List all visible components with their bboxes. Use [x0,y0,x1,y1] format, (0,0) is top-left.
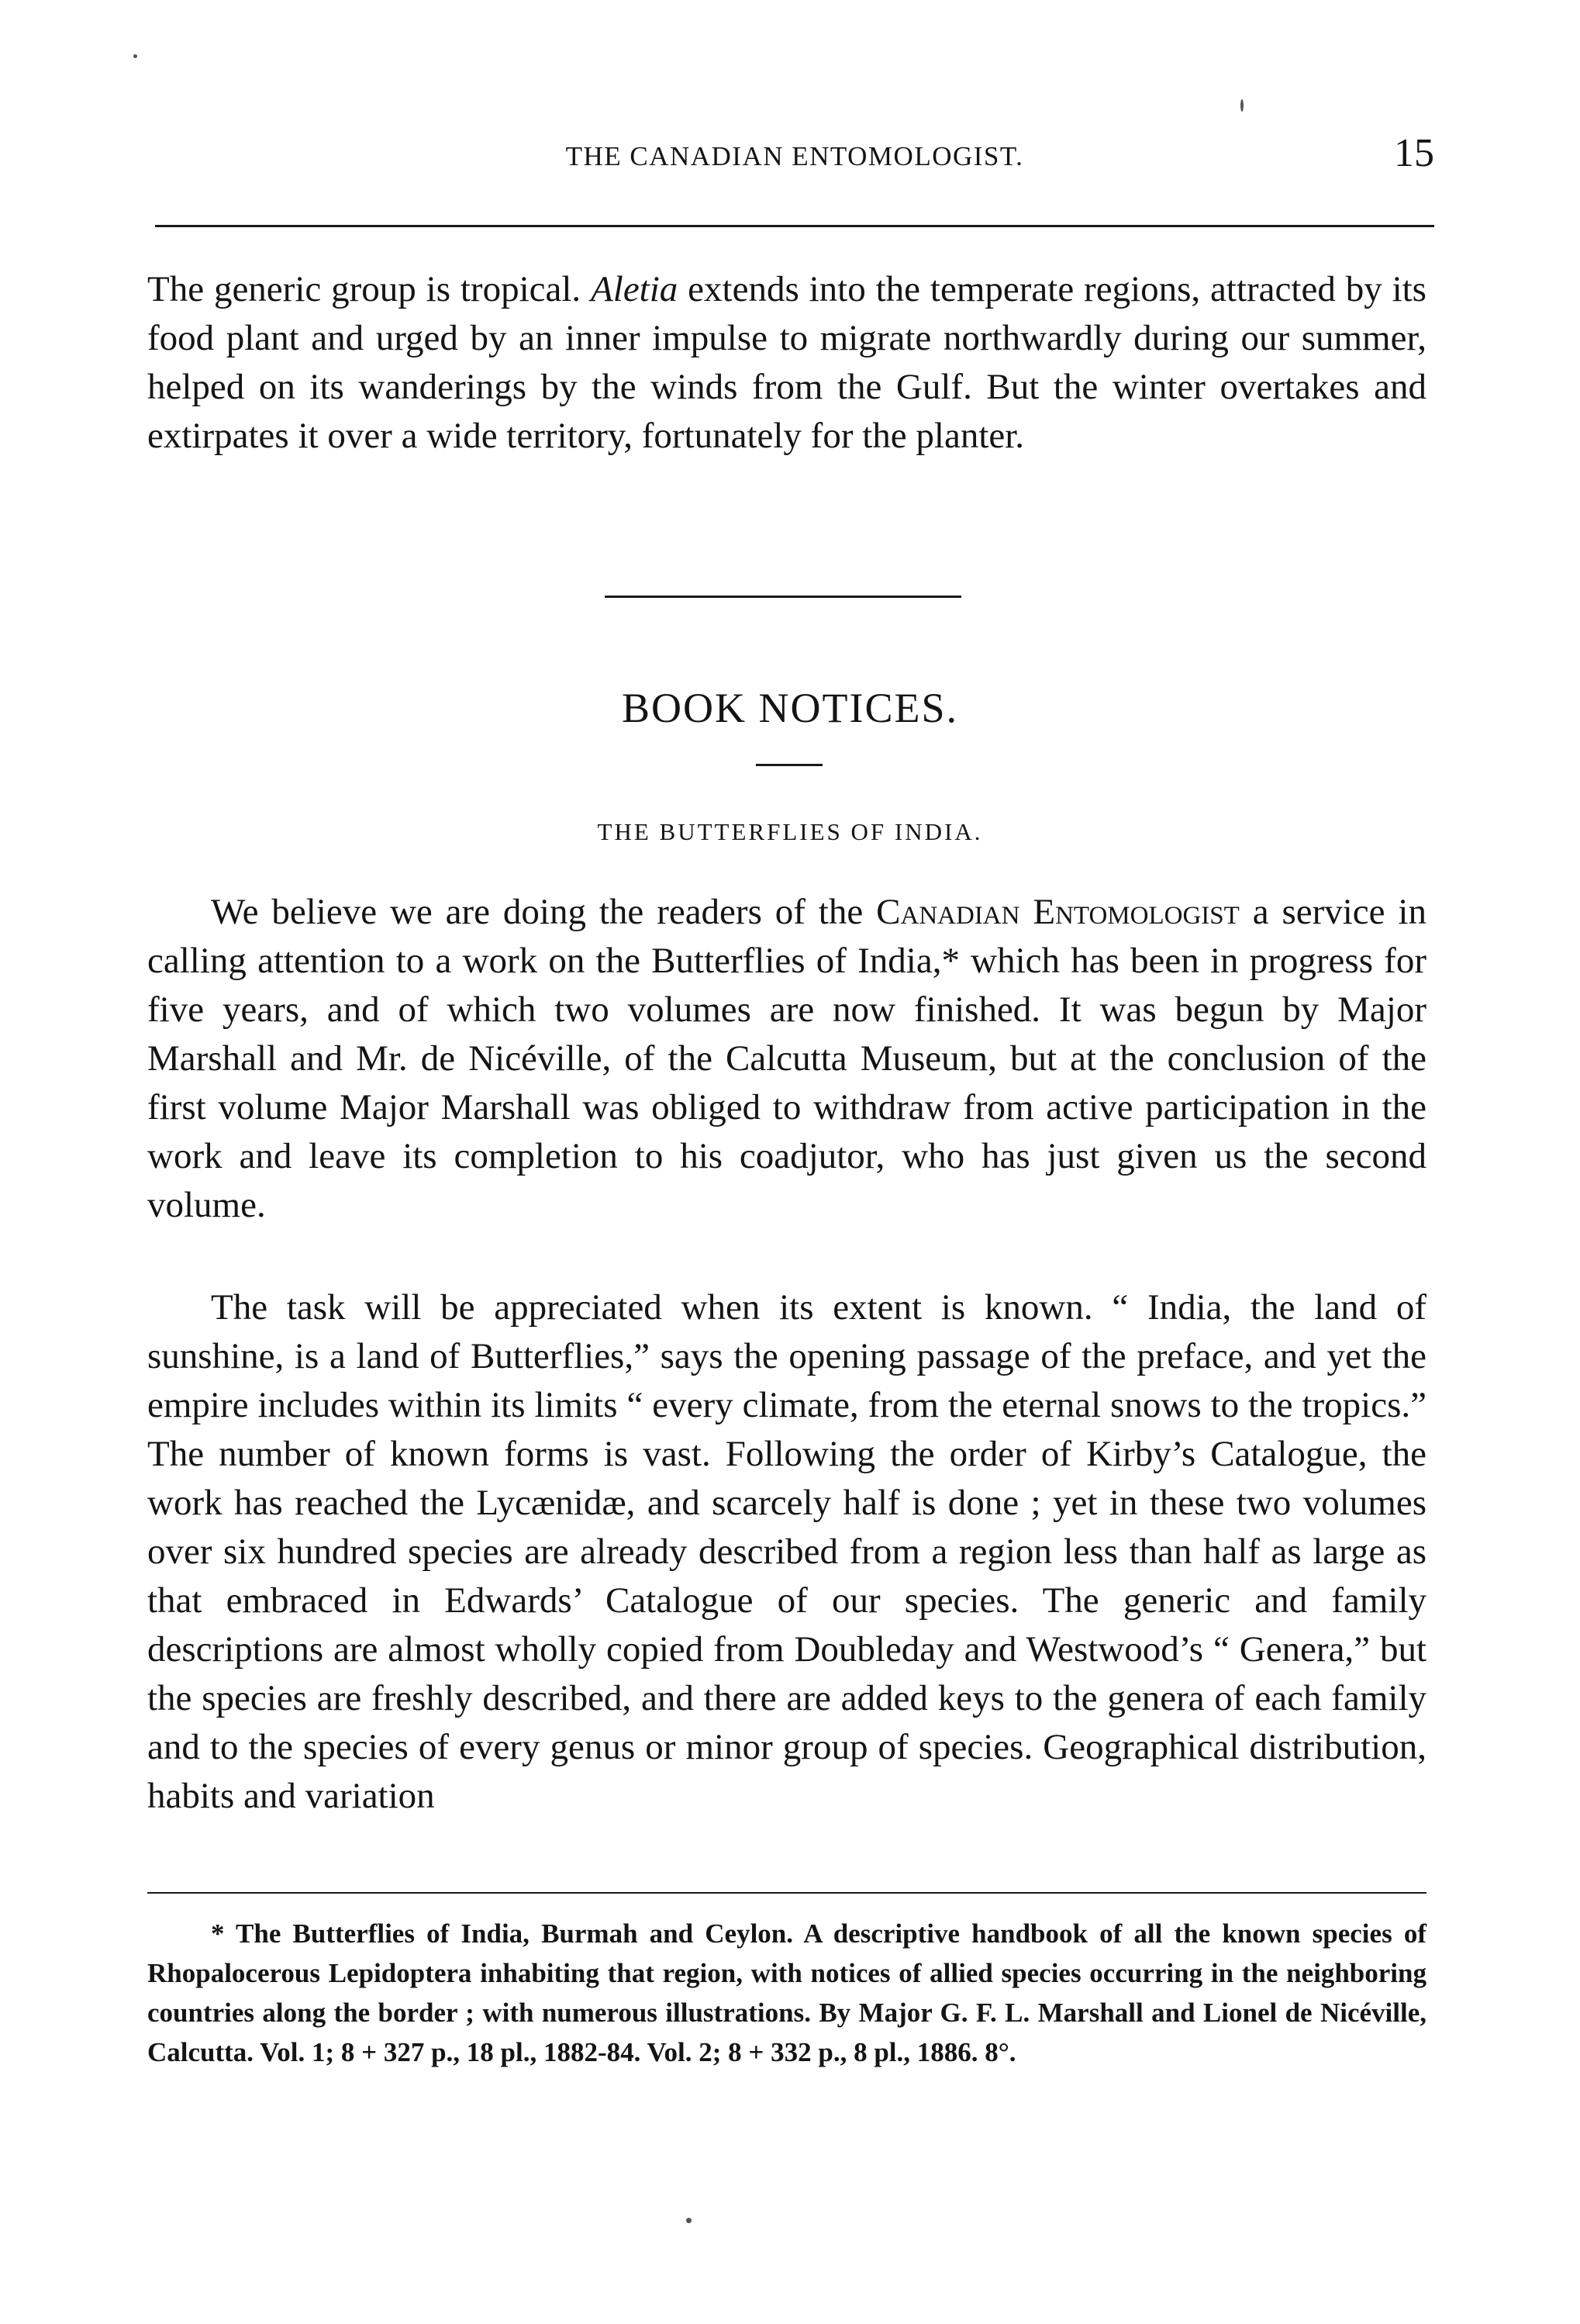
paragraph-1 [147,888,1426,1230]
paragraph-2: The task will be appreciated when its extent is known. “ India, the land of sunshine, is a land of Butterflies,” says the opening passage of the preface, and yet the empire includes within its limits “ every climate, from the eternal snows to the tropics.” The number of known forms is vast. Following the order of Kirby’s Catalogue, the work has reached the Lycænidæ, and scarcely half is done ; yet in these two volumes over six hundred species are already described from a region less than half as large as that embraced in Edwards’ Catalogue of our species. The generic and family descriptions are almost wholly copied from Doubleday and Westwood’s “ Genera,” but the species are freshly described, and there are added keys to the genera of each family and to the species of every genus or minor group of species. Geographical distribution, habits and variation [147,1287,1426,1816]
scan-speck [1240,99,1244,112]
page-number: 15 [1394,131,1434,175]
intro-text-after: extends into the temperate regions, attracted by its food plant and urged by an inner impulse to migrate northwardly during our summer, helped on its wanderings by the winds from the Gulf. But the winter overtakes and extirpates it over a wide territory, fortunately for the planter. [147,269,1426,456]
scan-speck [133,54,137,58]
heading-short-rule [756,764,823,766]
genus-name: Aletia [591,269,678,309]
section-separator-rule [605,596,961,598]
intro-paragraph [147,265,1426,461]
paragraph-1-text-b: a service in calling attention to a work on the Butterflies of India,* which has been in progress for five years, and of which two volumes are now finished. It was begun by Major Marshall and Mr. de Nicéville, of the Calcutta Museum, but at the conclusion of the first volume Major Marshall was obliged to withdraw from active participation in the work and leave its completion to his coadjutor, who has just given us the second volume. [147,892,1426,1225]
scan-speck [686,2218,692,2223]
section-subheading: THE BUTTERFLIES OF INDIA. [597,818,983,845]
header-rule [155,225,1434,227]
journal-name: Canadian Entomologist [876,892,1240,932]
paragraph-1-text-a: We believe we are doing the readers of the [211,892,877,932]
running-title: THE CANADIAN ENTOMOLOGIST. [565,141,1024,171]
section-heading: BOOK NOTICES. [621,685,958,731]
intro-text-before: The generic group is tropical. [147,269,592,309]
footnote: * The Butterflies of India, Burmah and Ceylon. A descriptive handbook of all the known species of Rhopalocerous Lepidoptera inhabiting that region, with notices of allied species occurring in the neighboring countries along the border ; with numerous illustrations. By Major G. F. L. Marshall and Lionel de Nicéville, Calcutta. Vol. 1; 8 + 327 p., 18 pl., 1882-84. Vol. 2; 8 + 332 p., 8 pl., 1886. 8°. [147,1918,1426,2067]
running-head [155,130,1434,177]
footnote-rule [147,1892,1426,1894]
